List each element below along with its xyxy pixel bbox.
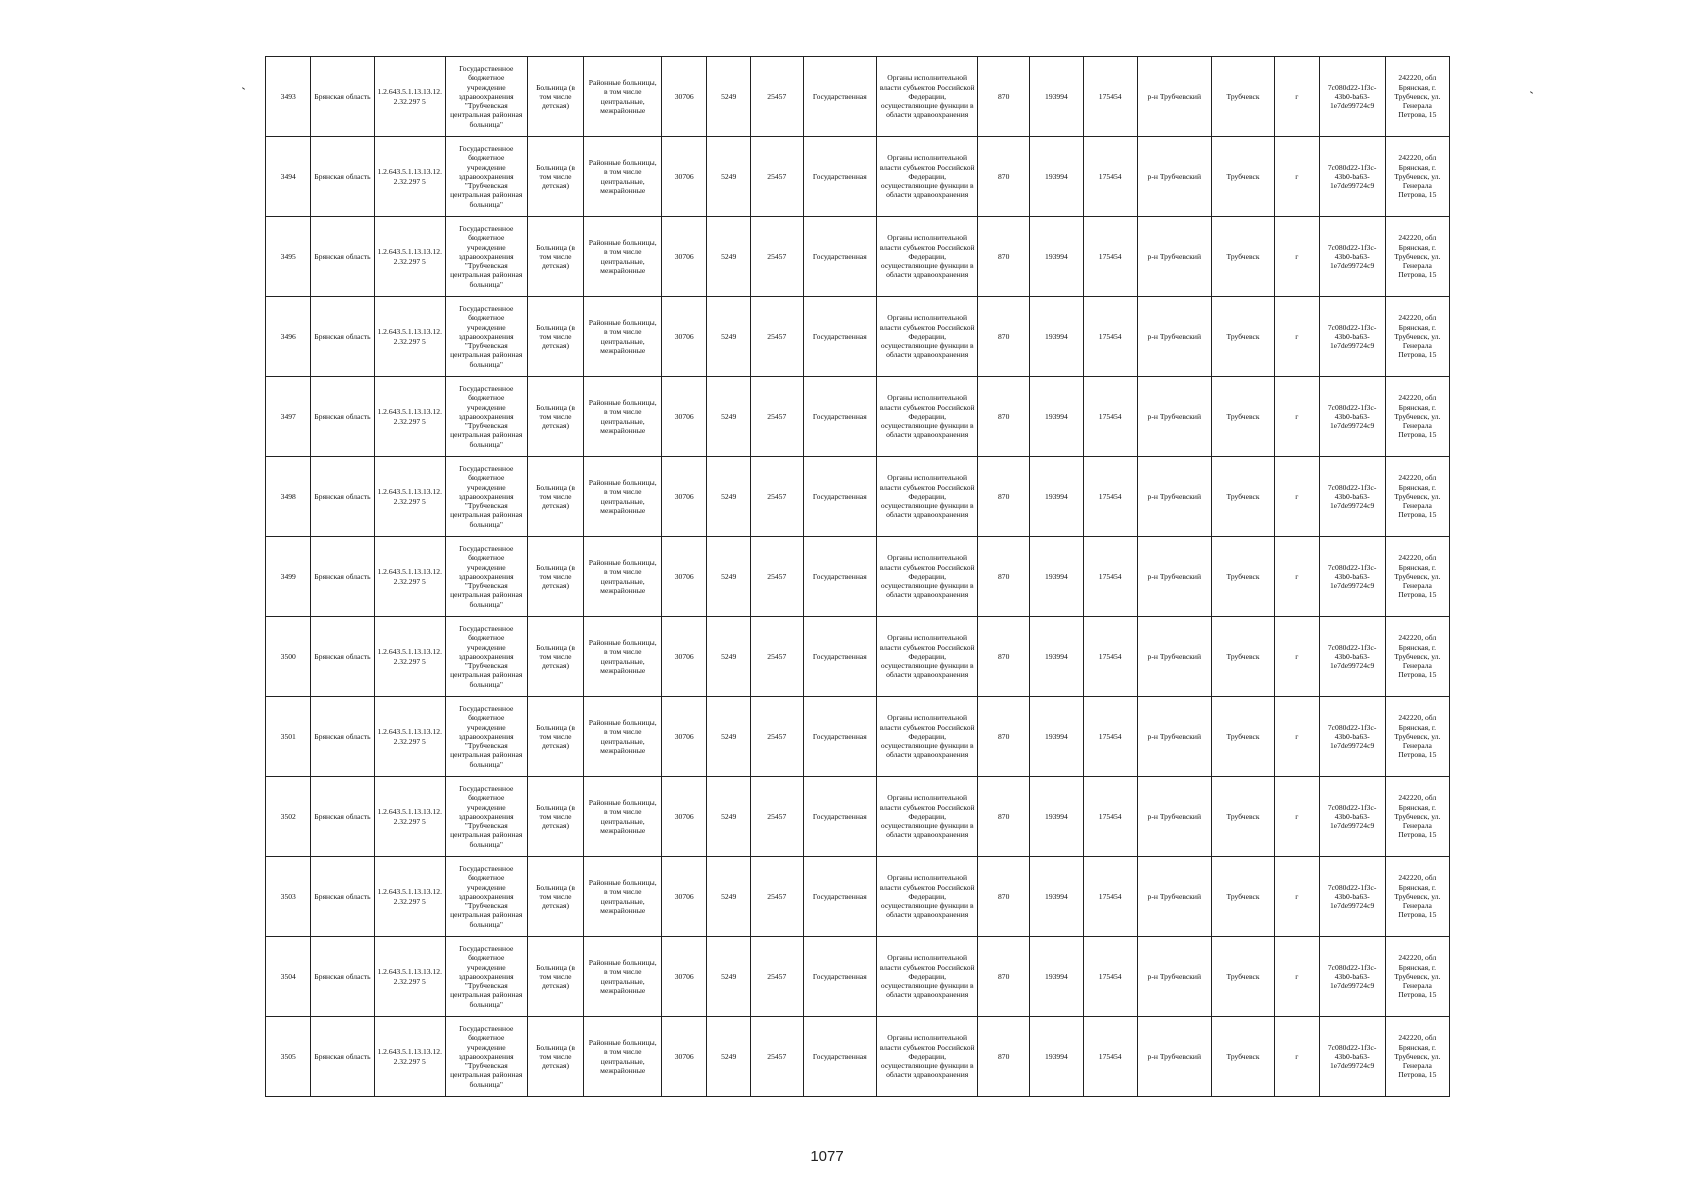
facility-type-cell: Больница (в том числе детская) xyxy=(527,377,584,457)
city-cell: Трубчевск xyxy=(1212,457,1275,537)
organization-name-cell: Государственное бюджетное учреждение здравоохранения "Трубчевская центральная районная больница" xyxy=(445,857,527,937)
city-type-cell: г xyxy=(1275,57,1319,137)
code-cell: 870 xyxy=(978,537,1030,617)
authority-cell: Органы исполнительной власти субъектов Российской Федерации, осуществляющие функции в области здравоохранения xyxy=(877,57,978,137)
facility-type-cell: Больница (в том числе детская) xyxy=(527,57,584,137)
code-cell: 870 xyxy=(978,857,1030,937)
oid-cell: 1.2.643.5.1.13.13.12.2.32.297 5 xyxy=(374,537,445,617)
city-type-cell: г xyxy=(1275,457,1319,537)
code-cell: 30706 xyxy=(661,137,706,217)
district-cell: р-н Трубчевский xyxy=(1137,1017,1211,1097)
region-cell: Брянская область xyxy=(311,217,374,297)
ownership-cell: Государственная xyxy=(803,1017,876,1097)
guid-cell: 7c080d22-1f3c-43b0-ba63-1e7de99724c9 xyxy=(1319,377,1385,457)
code-cell: 5249 xyxy=(707,777,750,857)
district-cell: р-н Трубчевский xyxy=(1137,297,1211,377)
code-cell: 193994 xyxy=(1030,697,1084,777)
code-cell: 870 xyxy=(978,57,1030,137)
organization-name-cell: Государственное бюджетное учреждение здравоохранения "Трубчевская центральная районная больница" xyxy=(445,777,527,857)
ownership-cell: Государственная xyxy=(803,377,876,457)
ownership-cell: Государственная xyxy=(803,537,876,617)
code-cell: 25457 xyxy=(750,457,803,537)
guid-cell: 7c080d22-1f3c-43b0-ba63-1e7de99724c9 xyxy=(1319,617,1385,697)
code-cell: 25457 xyxy=(750,1017,803,1097)
facility-subtype-cell: Районные больницы, в том числе центральные, межрайонные xyxy=(584,697,662,777)
guid-cell: 7c080d22-1f3c-43b0-ba63-1e7de99724c9 xyxy=(1319,217,1385,297)
code-cell: 870 xyxy=(978,777,1030,857)
city-type-cell: г xyxy=(1275,297,1319,377)
guid-cell: 7c080d22-1f3c-43b0-ba63-1e7de99724c9 xyxy=(1319,697,1385,777)
code-cell: 5249 xyxy=(707,857,750,937)
facility-subtype-cell: Районные больницы, в том числе центральные, межрайонные xyxy=(584,217,662,297)
facility-subtype-cell: Районные больницы, в том числе центральные, межрайонные xyxy=(584,617,662,697)
ownership-cell: Государственная xyxy=(803,297,876,377)
city-cell: Трубчевск xyxy=(1212,57,1275,137)
authority-cell: Органы исполнительной власти субъектов Российской Федерации, осуществляющие функции в области здравоохранения xyxy=(877,297,978,377)
organization-name-cell: Государственное бюджетное учреждение здравоохранения "Трубчевская центральная районная больница" xyxy=(445,617,527,697)
region-cell: Брянская область xyxy=(311,377,374,457)
district-cell: р-н Трубчевский xyxy=(1137,57,1211,137)
code-cell: 175454 xyxy=(1083,777,1137,857)
code-cell: 25457 xyxy=(750,297,803,377)
facility-type-cell: Больница (в том числе детская) xyxy=(527,537,584,617)
table-row xyxy=(266,457,1450,537)
region-cell: Брянская область xyxy=(311,57,374,137)
authority-cell: Органы исполнительной власти субъектов Российской Федерации, осуществляющие функции в области здравоохранения xyxy=(877,777,978,857)
table-row xyxy=(266,857,1450,937)
address-cell: 242220, обл Брянская, г. Трубчевск, ул. Генерала Петрова, 15 xyxy=(1385,777,1449,857)
organization-name-cell: Государственное бюджетное учреждение здравоохранения "Трубчевская центральная районная больница" xyxy=(445,697,527,777)
address-cell: 242220, обл Брянская, г. Трубчевск, ул. Генерала Петрова, 15 xyxy=(1385,457,1449,537)
authority-cell: Органы исполнительной власти субъектов Российской Федерации, осуществляющие функции в области здравоохранения xyxy=(877,137,978,217)
city-cell: Трубчевск xyxy=(1212,937,1275,1017)
region-cell: Брянская область xyxy=(311,777,374,857)
guid-cell: 7c080d22-1f3c-43b0-ba63-1e7de99724c9 xyxy=(1319,777,1385,857)
code-cell: 175454 xyxy=(1083,377,1137,457)
code-cell: 870 xyxy=(978,297,1030,377)
city-cell: Трубчевск xyxy=(1212,617,1275,697)
authority-cell: Органы исполнительной власти субъектов Российской Федерации, осуществляющие функции в области здравоохранения xyxy=(877,377,978,457)
code-cell: 870 xyxy=(978,1017,1030,1097)
code-cell: 870 xyxy=(978,937,1030,1017)
code-cell: 25457 xyxy=(750,537,803,617)
row-number-cell: 3494 xyxy=(266,137,311,217)
authority-cell: Органы исполнительной власти субъектов Российской Федерации, осуществляющие функции в области здравоохранения xyxy=(877,1017,978,1097)
region-cell: Брянская область xyxy=(311,297,374,377)
code-cell: 25457 xyxy=(750,697,803,777)
facility-type-cell: Больница (в том числе детская) xyxy=(527,937,584,1017)
code-cell: 30706 xyxy=(661,777,706,857)
address-cell: 242220, обл Брянская, г. Трубчевск, ул. Генерала Петрова, 15 xyxy=(1385,377,1449,457)
region-cell: Брянская область xyxy=(311,857,374,937)
facility-subtype-cell: Районные больницы, в том числе центральные, межрайонные xyxy=(584,137,662,217)
facility-subtype-cell: Районные больницы, в том числе центральные, межрайонные xyxy=(584,1017,662,1097)
code-cell: 30706 xyxy=(661,537,706,617)
code-cell: 193994 xyxy=(1030,217,1084,297)
city-type-cell: г xyxy=(1275,217,1319,297)
oid-cell: 1.2.643.5.1.13.13.12.2.32.297 5 xyxy=(374,217,445,297)
city-cell: Трубчевск xyxy=(1212,777,1275,857)
code-cell: 193994 xyxy=(1030,617,1084,697)
code-cell: 870 xyxy=(978,457,1030,537)
organization-name-cell: Государственное бюджетное учреждение здравоохранения "Трубчевская центральная районная больница" xyxy=(445,1017,527,1097)
organization-name-cell: Государственное бюджетное учреждение здравоохранения "Трубчевская центральная районная больница" xyxy=(445,137,527,217)
city-type-cell: г xyxy=(1275,857,1319,937)
code-cell: 175454 xyxy=(1083,537,1137,617)
facility-subtype-cell: Районные больницы, в том числе центральные, межрайонные xyxy=(584,937,662,1017)
row-number-cell: 3505 xyxy=(266,1017,311,1097)
district-cell: р-н Трубчевский xyxy=(1137,777,1211,857)
city-cell: Трубчевск xyxy=(1212,857,1275,937)
facility-subtype-cell: Районные больницы, в том числе центральные, межрайонные xyxy=(584,377,662,457)
organization-name-cell: Государственное бюджетное учреждение здравоохранения "Трубчевская центральная районная больница" xyxy=(445,57,527,137)
code-cell: 5249 xyxy=(707,137,750,217)
oid-cell: 1.2.643.5.1.13.13.12.2.32.297 5 xyxy=(374,1017,445,1097)
ownership-cell: Государственная xyxy=(803,457,876,537)
ownership-cell: Государственная xyxy=(803,617,876,697)
code-cell: 30706 xyxy=(661,617,706,697)
district-cell: р-н Трубчевский xyxy=(1137,857,1211,937)
region-cell: Брянская область xyxy=(311,1017,374,1097)
oid-cell: 1.2.643.5.1.13.13.12.2.32.297 5 xyxy=(374,297,445,377)
table-row xyxy=(266,217,1450,297)
ownership-cell: Государственная xyxy=(803,217,876,297)
address-cell: 242220, обл Брянская, г. Трубчевск, ул. Генерала Петрова, 15 xyxy=(1385,537,1449,617)
district-cell: р-н Трубчевский xyxy=(1137,217,1211,297)
ownership-cell: Государственная xyxy=(803,937,876,1017)
row-number-cell: 3504 xyxy=(266,937,311,1017)
facility-type-cell: Больница (в том числе детская) xyxy=(527,297,584,377)
facility-subtype-cell: Районные больницы, в том числе центральные, межрайонные xyxy=(584,777,662,857)
code-cell: 25457 xyxy=(750,937,803,1017)
code-cell: 25457 xyxy=(750,217,803,297)
code-cell: 193994 xyxy=(1030,297,1084,377)
city-type-cell: г xyxy=(1275,617,1319,697)
region-cell: Брянская область xyxy=(311,697,374,777)
facility-subtype-cell: Районные больницы, в том числе центральные, межрайонные xyxy=(584,57,662,137)
table-row xyxy=(266,137,1450,217)
row-number-cell: 3500 xyxy=(266,617,311,697)
region-cell: Брянская область xyxy=(311,617,374,697)
oid-cell: 1.2.643.5.1.13.13.12.2.32.297 5 xyxy=(374,137,445,217)
code-cell: 193994 xyxy=(1030,937,1084,1017)
facility-type-cell: Больница (в том числе детская) xyxy=(527,137,584,217)
authority-cell: Органы исполнительной власти субъектов Российской Федерации, осуществляющие функции в области здравоохранения xyxy=(877,217,978,297)
facility-type-cell: Больница (в том числе детская) xyxy=(527,217,584,297)
code-cell: 5249 xyxy=(707,937,750,1017)
city-type-cell: г xyxy=(1275,777,1319,857)
ownership-cell: Государственная xyxy=(803,697,876,777)
row-number-cell: 3493 xyxy=(266,57,311,137)
table-row xyxy=(266,697,1450,777)
guid-cell: 7c080d22-1f3c-43b0-ba63-1e7de99724c9 xyxy=(1319,137,1385,217)
row-number-cell: 3502 xyxy=(266,777,311,857)
city-cell: Трубчевск xyxy=(1212,1017,1275,1097)
guid-cell: 7c080d22-1f3c-43b0-ba63-1e7de99724c9 xyxy=(1319,57,1385,137)
table-row xyxy=(266,537,1450,617)
code-cell: 30706 xyxy=(661,697,706,777)
code-cell: 30706 xyxy=(661,297,706,377)
facility-subtype-cell: Районные больницы, в том числе центральные, межрайонные xyxy=(584,457,662,537)
district-cell: р-н Трубчевский xyxy=(1137,377,1211,457)
row-number-cell: 3498 xyxy=(266,457,311,537)
address-cell: 242220, обл Брянская, г. Трубчевск, ул. Генерала Петрова, 15 xyxy=(1385,617,1449,697)
ownership-cell: Государственная xyxy=(803,137,876,217)
page-number: 1077 xyxy=(810,1148,844,1165)
city-cell: Трубчевск xyxy=(1212,537,1275,617)
authority-cell: Органы исполнительной власти субъектов Российской Федерации, осуществляющие функции в области здравоохранения xyxy=(877,697,978,777)
authority-cell: Органы исполнительной власти субъектов Российской Федерации, осуществляющие функции в области здравоохранения xyxy=(877,537,978,617)
code-cell: 193994 xyxy=(1030,57,1084,137)
authority-cell: Органы исполнительной власти субъектов Российской Федерации, осуществляющие функции в области здравоохранения xyxy=(877,937,978,1017)
city-type-cell: г xyxy=(1275,1017,1319,1097)
code-cell: 30706 xyxy=(661,857,706,937)
code-cell: 5249 xyxy=(707,57,750,137)
district-cell: р-н Трубчевский xyxy=(1137,937,1211,1017)
code-cell: 175454 xyxy=(1083,137,1137,217)
facility-type-cell: Больница (в том числе детская) xyxy=(527,457,584,537)
row-number-cell: 3503 xyxy=(266,857,311,937)
oid-cell: 1.2.643.5.1.13.13.12.2.32.297 5 xyxy=(374,857,445,937)
code-cell: 25457 xyxy=(750,137,803,217)
guid-cell: 7c080d22-1f3c-43b0-ba63-1e7de99724c9 xyxy=(1319,857,1385,937)
scan-speck xyxy=(242,87,245,90)
address-cell: 242220, обл Брянская, г. Трубчевск, ул. Генерала Петрова, 15 xyxy=(1385,857,1449,937)
facility-subtype-cell: Районные больницы, в том числе центральные, межрайонные xyxy=(584,857,662,937)
table-row xyxy=(266,297,1450,377)
organization-name-cell: Государственное бюджетное учреждение здравоохранения "Трубчевская центральная районная больница" xyxy=(445,377,527,457)
oid-cell: 1.2.643.5.1.13.13.12.2.32.297 5 xyxy=(374,457,445,537)
address-cell: 242220, обл Брянская, г. Трубчевск, ул. Генерала Петрова, 15 xyxy=(1385,57,1449,137)
city-cell: Трубчевск xyxy=(1212,697,1275,777)
district-cell: р-н Трубчевский xyxy=(1137,617,1211,697)
facility-subtype-cell: Районные больницы, в том числе центральные, межрайонные xyxy=(584,297,662,377)
address-cell: 242220, обл Брянская, г. Трубчевск, ул. Генерала Петрова, 15 xyxy=(1385,137,1449,217)
city-type-cell: г xyxy=(1275,697,1319,777)
code-cell: 30706 xyxy=(661,937,706,1017)
city-cell: Трубчевск xyxy=(1212,137,1275,217)
code-cell: 30706 xyxy=(661,57,706,137)
region-cell: Брянская область xyxy=(311,457,374,537)
code-cell: 175454 xyxy=(1083,297,1137,377)
code-cell: 870 xyxy=(978,217,1030,297)
guid-cell: 7c080d22-1f3c-43b0-ba63-1e7de99724c9 xyxy=(1319,297,1385,377)
code-cell: 175454 xyxy=(1083,697,1137,777)
oid-cell: 1.2.643.5.1.13.13.12.2.32.297 5 xyxy=(374,697,445,777)
facility-subtype-cell: Районные больницы, в том числе центральные, межрайонные xyxy=(584,537,662,617)
row-number-cell: 3496 xyxy=(266,297,311,377)
scan-speck xyxy=(1530,91,1533,94)
facility-type-cell: Больница (в том числе детская) xyxy=(527,777,584,857)
oid-cell: 1.2.643.5.1.13.13.12.2.32.297 5 xyxy=(374,937,445,1017)
table-row xyxy=(266,937,1450,1017)
facility-type-cell: Больница (в том числе детская) xyxy=(527,857,584,937)
table-row xyxy=(266,1017,1450,1097)
region-cell: Брянская область xyxy=(311,937,374,1017)
address-cell: 242220, обл Брянская, г. Трубчевск, ул. Генерала Петрова, 15 xyxy=(1385,297,1449,377)
authority-cell: Органы исполнительной власти субъектов Российской Федерации, осуществляющие функции в области здравоохранения xyxy=(877,617,978,697)
city-type-cell: г xyxy=(1275,377,1319,457)
facility-type-cell: Больница (в том числе детская) xyxy=(527,1017,584,1097)
code-cell: 25457 xyxy=(750,777,803,857)
oid-cell: 1.2.643.5.1.13.13.12.2.32.297 5 xyxy=(374,57,445,137)
region-cell: Брянская область xyxy=(311,537,374,617)
table-row xyxy=(266,617,1450,697)
code-cell: 25457 xyxy=(750,857,803,937)
table-row xyxy=(266,777,1450,857)
code-cell: 30706 xyxy=(661,1017,706,1097)
code-cell: 175454 xyxy=(1083,217,1137,297)
guid-cell: 7c080d22-1f3c-43b0-ba63-1e7de99724c9 xyxy=(1319,537,1385,617)
facility-type-cell: Больница (в том числе детская) xyxy=(527,697,584,777)
address-cell: 242220, обл Брянская, г. Трубчевск, ул. Генерала Петрова, 15 xyxy=(1385,937,1449,1017)
code-cell: 175454 xyxy=(1083,1017,1137,1097)
oid-cell: 1.2.643.5.1.13.13.12.2.32.297 5 xyxy=(374,777,445,857)
address-cell: 242220, обл Брянская, г. Трубчевск, ул. Генерала Петрова, 15 xyxy=(1385,217,1449,297)
facility-type-cell: Больница (в том числе детская) xyxy=(527,617,584,697)
code-cell: 25457 xyxy=(750,617,803,697)
code-cell: 5249 xyxy=(707,617,750,697)
row-number-cell: 3499 xyxy=(266,537,311,617)
code-cell: 870 xyxy=(978,697,1030,777)
table-row xyxy=(266,57,1450,137)
code-cell: 193994 xyxy=(1030,457,1084,537)
address-cell: 242220, обл Брянская, г. Трубчевск, ул. Генерала Петрова, 15 xyxy=(1385,1017,1449,1097)
code-cell: 870 xyxy=(978,377,1030,457)
code-cell: 30706 xyxy=(661,217,706,297)
code-cell: 870 xyxy=(978,617,1030,697)
oid-cell: 1.2.643.5.1.13.13.12.2.32.297 5 xyxy=(374,377,445,457)
code-cell: 870 xyxy=(978,137,1030,217)
table-row xyxy=(266,377,1450,457)
code-cell: 5249 xyxy=(707,457,750,537)
row-number-cell: 3501 xyxy=(266,697,311,777)
code-cell: 193994 xyxy=(1030,377,1084,457)
guid-cell: 7c080d22-1f3c-43b0-ba63-1e7de99724c9 xyxy=(1319,937,1385,1017)
code-cell: 175454 xyxy=(1083,937,1137,1017)
code-cell: 175454 xyxy=(1083,617,1137,697)
authority-cell: Органы исполнительной власти субъектов Российской Федерации, осуществляющие функции в области здравоохранения xyxy=(877,857,978,937)
registry-body xyxy=(266,57,1450,1097)
address-cell: 242220, обл Брянская, г. Трубчевск, ул. Генерала Петрова, 15 xyxy=(1385,697,1449,777)
ownership-cell: Государственная xyxy=(803,57,876,137)
code-cell: 30706 xyxy=(661,377,706,457)
organization-name-cell: Государственное бюджетное учреждение здравоохранения "Трубчевская центральная районная больница" xyxy=(445,457,527,537)
code-cell: 193994 xyxy=(1030,137,1084,217)
code-cell: 193994 xyxy=(1030,537,1084,617)
district-cell: р-н Трубчевский xyxy=(1137,537,1211,617)
row-number-cell: 3497 xyxy=(266,377,311,457)
hospital-registry-table xyxy=(265,56,1450,1097)
district-cell: р-н Трубчевский xyxy=(1137,697,1211,777)
code-cell: 175454 xyxy=(1083,457,1137,537)
city-type-cell: г xyxy=(1275,937,1319,1017)
oid-cell: 1.2.643.5.1.13.13.12.2.32.297 5 xyxy=(374,617,445,697)
code-cell: 5249 xyxy=(707,697,750,777)
authority-cell: Органы исполнительной власти субъектов Российской Федерации, осуществляющие функции в области здравоохранения xyxy=(877,457,978,537)
code-cell: 5249 xyxy=(707,1017,750,1097)
district-cell: р-н Трубчевский xyxy=(1137,137,1211,217)
city-cell: Трубчевск xyxy=(1212,377,1275,457)
city-type-cell: г xyxy=(1275,137,1319,217)
code-cell: 5249 xyxy=(707,537,750,617)
code-cell: 5249 xyxy=(707,297,750,377)
code-cell: 175454 xyxy=(1083,857,1137,937)
code-cell: 25457 xyxy=(750,57,803,137)
code-cell: 193994 xyxy=(1030,1017,1084,1097)
code-cell: 175454 xyxy=(1083,57,1137,137)
ownership-cell: Государственная xyxy=(803,857,876,937)
guid-cell: 7c080d22-1f3c-43b0-ba63-1e7de99724c9 xyxy=(1319,457,1385,537)
organization-name-cell: Государственное бюджетное учреждение здравоохранения "Трубчевская центральная районная больница" xyxy=(445,217,527,297)
guid-cell: 7c080d22-1f3c-43b0-ba63-1e7de99724c9 xyxy=(1319,1017,1385,1097)
region-cell: Брянская область xyxy=(311,137,374,217)
code-cell: 193994 xyxy=(1030,777,1084,857)
code-cell: 193994 xyxy=(1030,857,1084,937)
city-cell: Трубчевск xyxy=(1212,297,1275,377)
code-cell: 30706 xyxy=(661,457,706,537)
organization-name-cell: Государственное бюджетное учреждение здравоохранения "Трубчевская центральная районная больница" xyxy=(445,537,527,617)
code-cell: 5249 xyxy=(707,377,750,457)
city-type-cell: г xyxy=(1275,537,1319,617)
row-number-cell: 3495 xyxy=(266,217,311,297)
organization-name-cell: Государственное бюджетное учреждение здравоохранения "Трубчевская центральная районная больница" xyxy=(445,937,527,1017)
city-cell: Трубчевск xyxy=(1212,217,1275,297)
ownership-cell: Государственная xyxy=(803,777,876,857)
district-cell: р-н Трубчевский xyxy=(1137,457,1211,537)
organization-name-cell: Государственное бюджетное учреждение здравоохранения "Трубчевская центральная районная больница" xyxy=(445,297,527,377)
code-cell: 25457 xyxy=(750,377,803,457)
code-cell: 5249 xyxy=(707,217,750,297)
